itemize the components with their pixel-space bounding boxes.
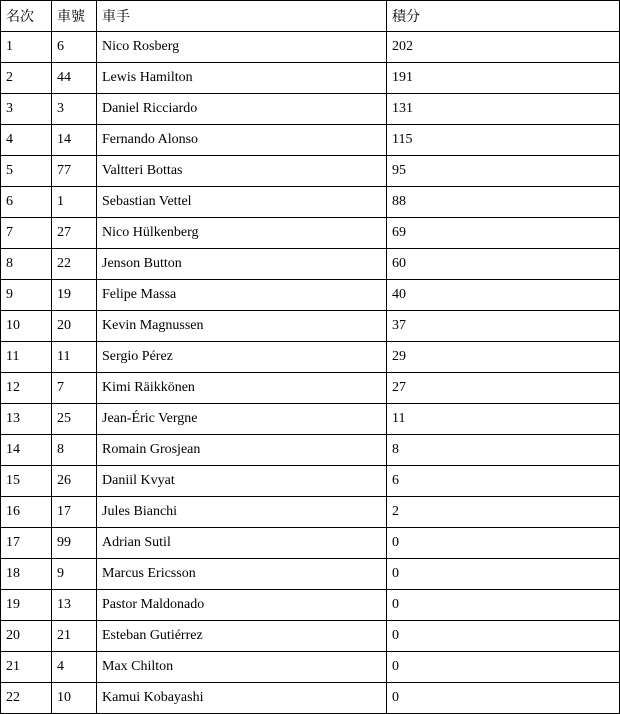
cell-number: 19	[52, 280, 97, 311]
cell-driver: Nico Rosberg	[97, 32, 387, 63]
cell-number: 8	[52, 435, 97, 466]
cell-points: 115	[387, 125, 620, 156]
cell-number: 11	[52, 342, 97, 373]
cell-driver: Valtteri Bottas	[97, 156, 387, 187]
cell-number: 7	[52, 373, 97, 404]
cell-position: 5	[1, 156, 52, 187]
cell-driver: Adrian Sutil	[97, 528, 387, 559]
table-row	[1, 373, 620, 404]
cell-number: 44	[52, 63, 97, 94]
cell-position: 14	[1, 435, 52, 466]
cell-driver: Pastor Maldonado	[97, 590, 387, 621]
cell-points: 191	[387, 63, 620, 94]
cell-position: 18	[1, 559, 52, 590]
table-row	[1, 528, 620, 559]
table-row	[1, 311, 620, 342]
cell-position: 21	[1, 652, 52, 683]
cell-number: 13	[52, 590, 97, 621]
cell-points: 88	[387, 187, 620, 218]
cell-position: 15	[1, 466, 52, 497]
cell-driver: Romain Grosjean	[97, 435, 387, 466]
cell-driver: Jean-Éric Vergne	[97, 404, 387, 435]
cell-number: 25	[52, 404, 97, 435]
table-row	[1, 94, 620, 125]
cell-number: 14	[52, 125, 97, 156]
cell-points: 131	[387, 94, 620, 125]
cell-points: 6	[387, 466, 620, 497]
table-body	[1, 32, 620, 714]
cell-points: 0	[387, 528, 620, 559]
cell-points: 37	[387, 311, 620, 342]
cell-position: 19	[1, 590, 52, 621]
cell-number: 20	[52, 311, 97, 342]
cell-number: 27	[52, 218, 97, 249]
cell-driver: Jenson Button	[97, 249, 387, 280]
cell-position: 4	[1, 125, 52, 156]
header-row	[1, 1, 620, 32]
cell-position: 20	[1, 621, 52, 652]
cell-points: 69	[387, 218, 620, 249]
cell-points: 0	[387, 683, 620, 714]
cell-points: 29	[387, 342, 620, 373]
cell-points: 0	[387, 621, 620, 652]
table-row	[1, 466, 620, 497]
header-points: 積分	[387, 1, 620, 32]
cell-number: 77	[52, 156, 97, 187]
cell-points: 0	[387, 590, 620, 621]
table-header	[1, 1, 620, 32]
cell-number: 1	[52, 187, 97, 218]
cell-driver: Sebastian Vettel	[97, 187, 387, 218]
cell-points: 0	[387, 652, 620, 683]
cell-driver: Fernando Alonso	[97, 125, 387, 156]
cell-points: 40	[387, 280, 620, 311]
cell-number: 26	[52, 466, 97, 497]
table-row	[1, 559, 620, 590]
cell-points: 27	[387, 373, 620, 404]
cell-position: 1	[1, 32, 52, 63]
table-row	[1, 218, 620, 249]
table-row	[1, 683, 620, 714]
cell-position: 6	[1, 187, 52, 218]
cell-driver: Jules Bianchi	[97, 497, 387, 528]
cell-driver: Kamui Kobayashi	[97, 683, 387, 714]
cell-position: 3	[1, 94, 52, 125]
header-position: 名次	[1, 1, 52, 32]
cell-points: 0	[387, 559, 620, 590]
cell-position: 16	[1, 497, 52, 528]
cell-driver: Kevin Magnussen	[97, 311, 387, 342]
cell-points: 95	[387, 156, 620, 187]
table-row	[1, 621, 620, 652]
cell-position: 11	[1, 342, 52, 373]
table-row	[1, 652, 620, 683]
cell-number: 17	[52, 497, 97, 528]
table-row	[1, 63, 620, 94]
table-row	[1, 187, 620, 218]
cell-points: 202	[387, 32, 620, 63]
cell-driver: Sergio Pérez	[97, 342, 387, 373]
table-row	[1, 342, 620, 373]
header-driver: 車手	[97, 1, 387, 32]
cell-position: 7	[1, 218, 52, 249]
cell-points: 11	[387, 404, 620, 435]
cell-position: 2	[1, 63, 52, 94]
cell-number: 22	[52, 249, 97, 280]
cell-position: 17	[1, 528, 52, 559]
cell-points: 60	[387, 249, 620, 280]
cell-driver: Felipe Massa	[97, 280, 387, 311]
cell-number: 99	[52, 528, 97, 559]
cell-number: 21	[52, 621, 97, 652]
table-row	[1, 32, 620, 63]
cell-number: 3	[52, 94, 97, 125]
table-row	[1, 497, 620, 528]
table-row	[1, 435, 620, 466]
cell-points: 2	[387, 497, 620, 528]
cell-number: 4	[52, 652, 97, 683]
table-row	[1, 280, 620, 311]
cell-position: 10	[1, 311, 52, 342]
cell-driver: Daniel Ricciardo	[97, 94, 387, 125]
cell-driver: Kimi Räikkönen	[97, 373, 387, 404]
cell-driver: Esteban Gutiérrez	[97, 621, 387, 652]
table-row	[1, 404, 620, 435]
cell-position: 9	[1, 280, 52, 311]
cell-driver: Marcus Ericsson	[97, 559, 387, 590]
cell-points: 8	[387, 435, 620, 466]
cell-number: 9	[52, 559, 97, 590]
cell-driver: Max Chilton	[97, 652, 387, 683]
cell-driver: Daniil Kvyat	[97, 466, 387, 497]
header-number: 車號	[52, 1, 97, 32]
cell-position: 12	[1, 373, 52, 404]
table-row	[1, 156, 620, 187]
table-row	[1, 125, 620, 156]
cell-position: 13	[1, 404, 52, 435]
table-row	[1, 249, 620, 280]
cell-number: 6	[52, 32, 97, 63]
cell-position: 8	[1, 249, 52, 280]
cell-driver: Nico Hülkenberg	[97, 218, 387, 249]
cell-position: 22	[1, 683, 52, 714]
cell-driver: Lewis Hamilton	[97, 63, 387, 94]
cell-number: 10	[52, 683, 97, 714]
table-row	[1, 590, 620, 621]
